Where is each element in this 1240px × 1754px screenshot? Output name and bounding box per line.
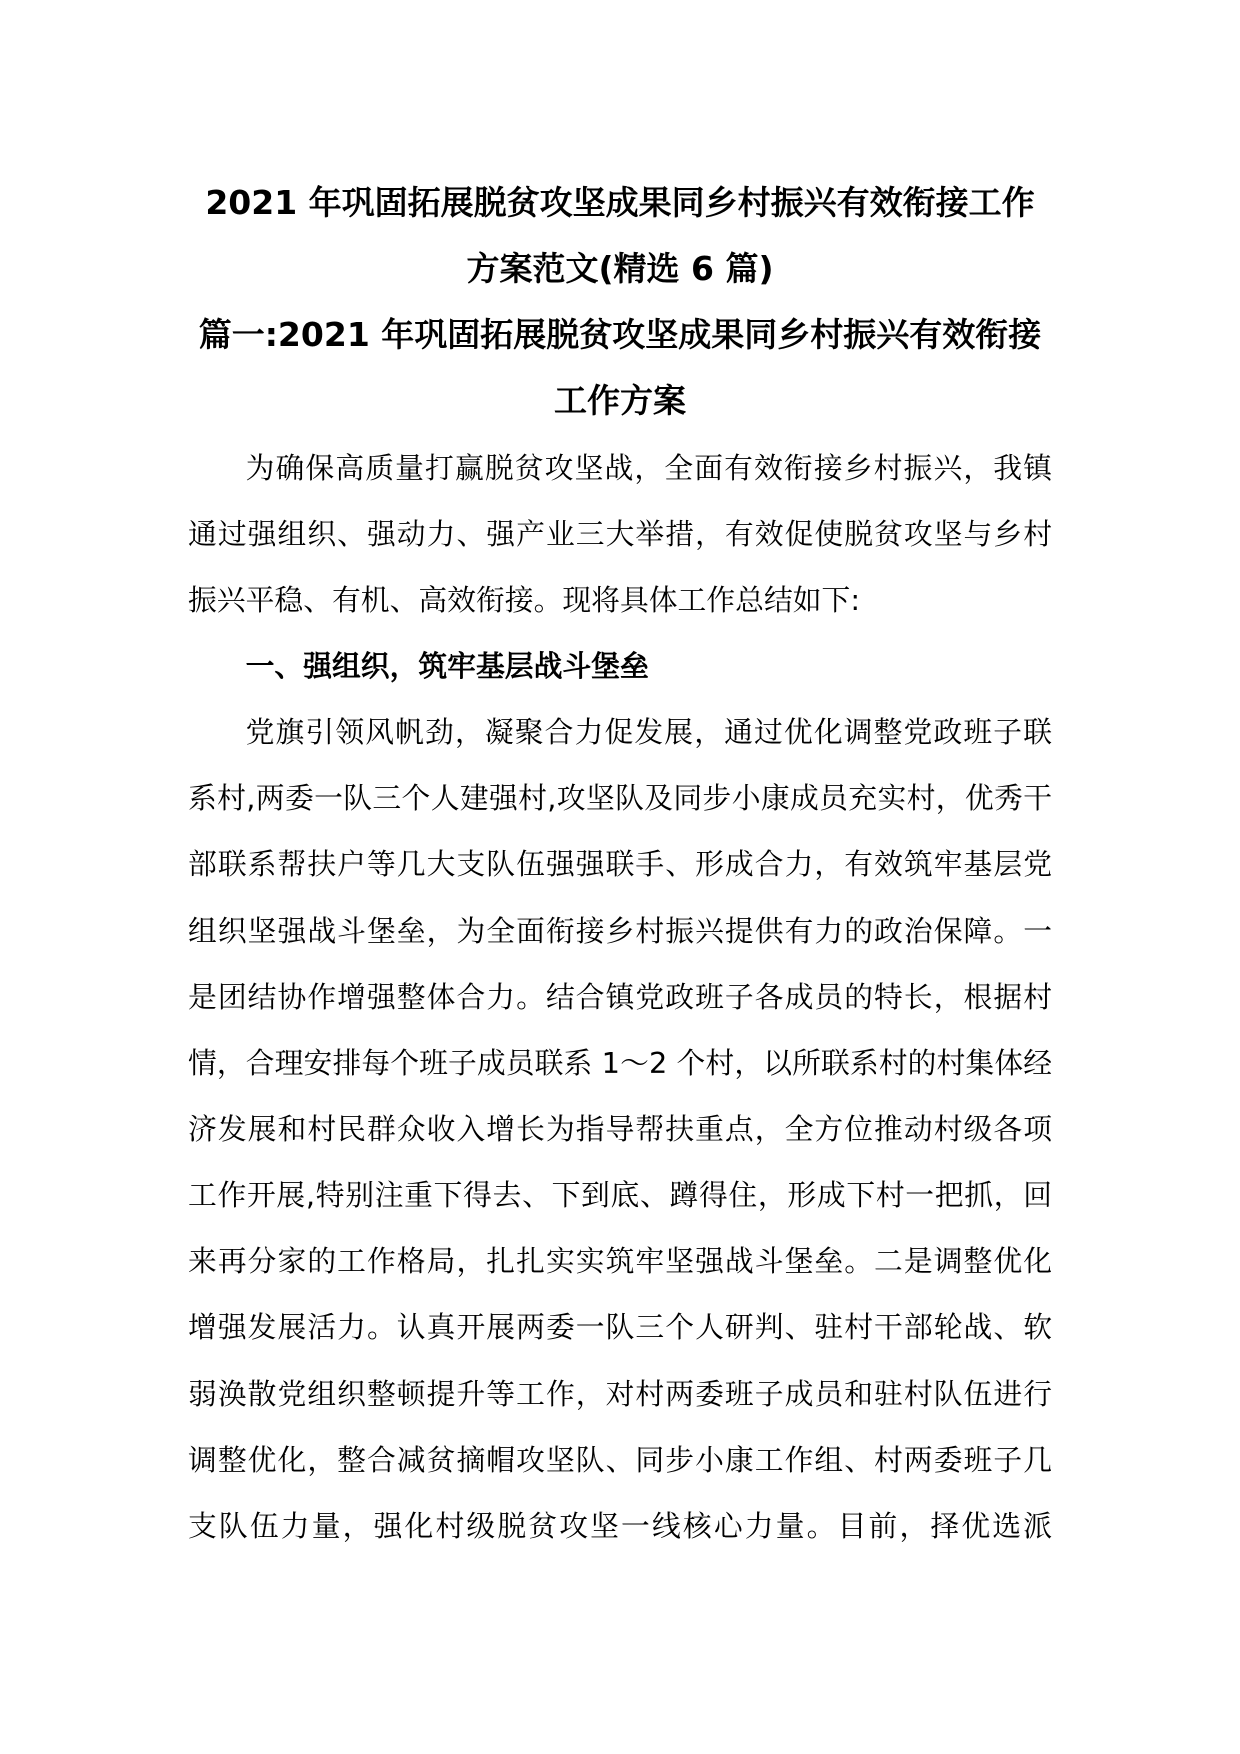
- paragraph-line: 增强发展活力。认真开展两委一队三个人研判、驻村干部轮战、软: [188, 1310, 1052, 1345]
- intro-paragraph: [188, 435, 1052, 633]
- paragraph-line: 弱涣散党组织整顿提升等工作，对村两委班子成员和驻村队伍进行: [188, 1376, 1052, 1411]
- paragraph-line: 振兴平稳、有机、高效衔接。现将具体工作总结如下:: [188, 582, 861, 617]
- paragraph-line: 通过强组织、强动力、强产业三大举措，有效促使脱贫攻坚与乡村: [188, 516, 1052, 551]
- document-body: [188, 170, 1052, 1559]
- subtitle-line: 篇一:2021 年巩固拓展脱贫攻坚成果同乡村振兴有效衔接: [198, 315, 1042, 355]
- paragraph-line: 工作开展,特别注重下得去、下到底、蹲得住，形成下村一把抓，回: [188, 1178, 1052, 1213]
- section-heading: 一、强组织，筑牢基层战斗堡垒: [245, 648, 649, 683]
- subtitle-line: 工作方案: [554, 381, 686, 421]
- paragraph-line: 是团结协作增强整体合力。结合镇党政班子各成员的特长，根据村: [188, 979, 1052, 1014]
- paragraph-line: 为确保高质量打赢脱贫攻坚战，全面有效衔接乡村振兴，我镇: [245, 450, 1052, 485]
- paragraph-line: 济发展和村民群众收入增长为指导帮扶重点，全方位推动村级各项: [188, 1111, 1052, 1146]
- paragraph-line: 党旗引领风帆劲，凝聚合力促发展，通过优化调整党政班子联: [245, 715, 1052, 750]
- title-line: 2021 年巩固拓展脱贫攻坚成果同乡村振兴有效衔接工作: [205, 183, 1035, 222]
- document-title: [188, 170, 1052, 302]
- paragraph-line: 支队伍力量，强化村级脱贫攻坚一线核心力量。目前，择优选派: [188, 1508, 1052, 1543]
- section-paragraph: [188, 699, 1052, 1559]
- paragraph-line: 部联系帮扶户等几大支队伍强强联手、形成合力，有效筑牢基层党: [188, 847, 1052, 882]
- paragraph-line: 系村,两委一队三个人建强村,攻坚队及同步小康成员充实村，优秀干: [188, 781, 1052, 816]
- title-line: 方案范文(精选 6 篇): [466, 249, 774, 289]
- paragraph-line: 来再分家的工作格局，扎扎实实筑牢坚强战斗堡垒。二是调整优化: [188, 1244, 1052, 1279]
- paragraph-line: 组织坚强战斗堡垒，为全面衔接乡村振兴提供有力的政治保障。一: [188, 913, 1052, 948]
- document-subtitle: [188, 302, 1052, 434]
- paragraph-line: 情，合理安排每个班子成员联系 1～2 个村，以所联系村的村集体经: [188, 1045, 1052, 1080]
- paragraph-line: 调整优化，整合减贫摘帽攻坚队、同步小康工作组、村两委班子几: [188, 1442, 1052, 1477]
